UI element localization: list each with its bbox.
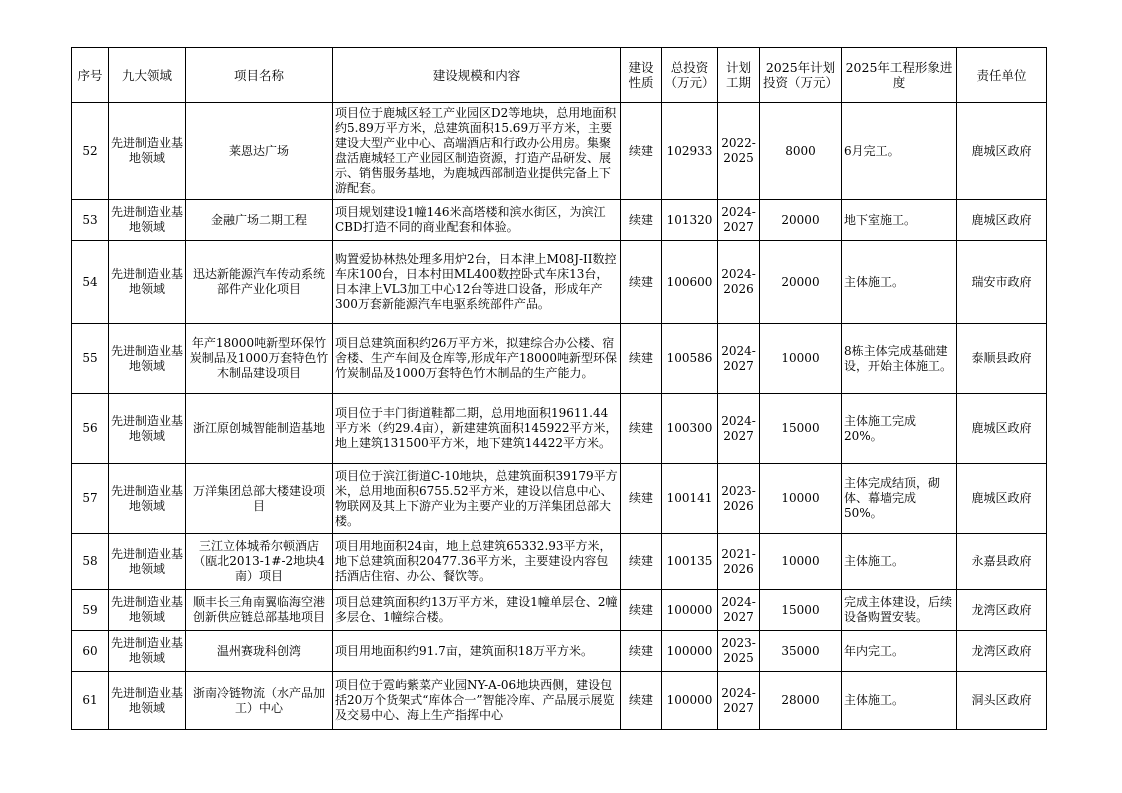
row-nature: 续建 — [621, 534, 662, 590]
row-name: 浙江原创城智能制造基地 — [186, 394, 333, 464]
row-unit: 龙湾区政府 — [957, 631, 1047, 672]
row-seq: 52 — [72, 103, 109, 200]
row-period: 2022-2025 — [718, 103, 760, 200]
row-plan: 15000 — [760, 590, 842, 631]
row-progress: 主体完成结顶，砌体、幕墙完成50%。 — [842, 464, 957, 534]
row-seq: 59 — [72, 590, 109, 631]
row-unit: 永嘉县政府 — [957, 534, 1047, 590]
row-name: 浙南冷链物流（水产品加工）中心 — [186, 672, 333, 730]
row-name: 三江立体城希尔顿酒店（瓯北2013-1#-2地块4南）项目 — [186, 534, 333, 590]
row-seq: 57 — [72, 464, 109, 534]
header-plan: 2025年计划投资（万元） — [760, 48, 842, 103]
row-seq: 56 — [72, 394, 109, 464]
row-name: 金融广场二期工程 — [186, 200, 333, 241]
row-invest: 102933 — [662, 103, 718, 200]
row-nature: 续建 — [621, 631, 662, 672]
row-plan: 10000 — [760, 324, 842, 394]
row-nature: 续建 — [621, 464, 662, 534]
row-content: 项目位于滨江街道C-10地块，总建筑面积39179平方米，总用地面积6755.52平方米，建设以信息中心、物联网及其上下游产业为主要产业的万洋集团总部大楼。 — [333, 464, 621, 534]
row-progress: 地下室施工。 — [842, 200, 957, 241]
row-progress: 8栋主体完成基础建设，开始主体施工。 — [842, 324, 957, 394]
row-content: 项目位于鹿城区轻工产业园区D2等地块，总用地面积约5.89万平方米，总建筑面积15.69万平方米，主要建设大型产业中心、高端酒店和行政办公用房。集聚盘活鹿城轻工产业园区制造资源，打造产品研发、展示、销售服务基地，为鹿城西部制造业提供完备上下游配套。 — [333, 103, 621, 200]
row-unit: 龙湾区政府 — [957, 590, 1047, 631]
table-row — [72, 464, 1047, 534]
row-content: 购置爱协林热处理多用炉2台，日本津上M08J-II数控车床100台，日本村田ML400数控卧式车床13台，日本津上VL3加工中心12台等进口设备，形成年产300万套新能源汽车电驱系统部件产品。 — [333, 241, 621, 324]
table-row — [72, 200, 1047, 241]
row-period: 2021-2026 — [718, 534, 760, 590]
row-period: 2023-2025 — [718, 631, 760, 672]
row-domain: 先进制造业基地领域 — [109, 631, 186, 672]
table-row — [72, 631, 1047, 672]
row-progress: 年内完工。 — [842, 631, 957, 672]
row-unit: 泰顺县政府 — [957, 324, 1047, 394]
row-content: 项目用地面积约91.7亩，建筑面积18万平方米。 — [333, 631, 621, 672]
row-unit: 鹿城区政府 — [957, 103, 1047, 200]
header-period: 计划工期 — [718, 48, 760, 103]
row-seq: 54 — [72, 241, 109, 324]
row-period: 2024-2027 — [718, 672, 760, 730]
row-nature: 续建 — [621, 200, 662, 241]
row-progress: 主体施工。 — [842, 672, 957, 730]
row-invest: 100300 — [662, 394, 718, 464]
row-name: 万洋集团总部大楼建设项目 — [186, 464, 333, 534]
row-unit: 鹿城区政府 — [957, 394, 1047, 464]
row-content: 项目总建筑面积约26万平方米，拟建综合办公楼、宿舍楼、生产车间及仓库等,形成年产18000吨新型环保竹炭制品及1000万套特色竹木制品的生产能力。 — [333, 324, 621, 394]
row-nature: 续建 — [621, 394, 662, 464]
header-content: 建设规模和内容 — [333, 48, 621, 103]
row-invest: 100000 — [662, 590, 718, 631]
header-seq: 序号 — [72, 48, 109, 103]
row-domain: 先进制造业基地领域 — [109, 464, 186, 534]
row-domain: 先进制造业基地领域 — [109, 241, 186, 324]
row-invest: 100586 — [662, 324, 718, 394]
row-period: 2024-2027 — [718, 324, 760, 394]
row-progress: 6月完工。 — [842, 103, 957, 200]
row-period: 2024-2027 — [718, 394, 760, 464]
row-progress: 主体施工。 — [842, 241, 957, 324]
row-plan: 20000 — [760, 200, 842, 241]
row-invest: 100141 — [662, 464, 718, 534]
header-progress: 2025年工程形象进度 — [842, 48, 957, 103]
row-nature: 续建 — [621, 324, 662, 394]
table-row — [72, 534, 1047, 590]
row-seq: 55 — [72, 324, 109, 394]
table-row — [72, 103, 1047, 200]
row-nature: 续建 — [621, 672, 662, 730]
row-content: 项目位于霓屿紫菜产业园NY-A-06地块西侧，建设包括20万个货架式“库体合一”智能冷库、产品展示展览及交易中心、海上生产指挥中心 — [333, 672, 621, 730]
row-nature: 续建 — [621, 590, 662, 631]
row-domain: 先进制造业基地领域 — [109, 590, 186, 631]
row-seq: 53 — [72, 200, 109, 241]
row-domain: 先进制造业基地领域 — [109, 534, 186, 590]
header-invest: 总投资（万元） — [662, 48, 718, 103]
row-invest: 101320 — [662, 200, 718, 241]
row-content: 项目规划建设1幢146米高塔楼和滨水街区，为滨江CBD打造不同的商业配套和体验。 — [333, 200, 621, 241]
row-period: 2024-2027 — [718, 590, 760, 631]
row-progress: 完成主体建设，后续设备购置安装。 — [842, 590, 957, 631]
header-domain: 九大领域 — [109, 48, 186, 103]
row-name: 莱恩达广场 — [186, 103, 333, 200]
header-unit: 责任单位 — [957, 48, 1047, 103]
row-period: 2023-2026 — [718, 464, 760, 534]
row-unit: 鹿城区政府 — [957, 464, 1047, 534]
row-unit: 洞头区政府 — [957, 672, 1047, 730]
row-nature: 续建 — [621, 103, 662, 200]
row-content: 项目用地面积24亩，地上总建筑65332.93平方米，地下总建筑面积20477.36平方米，主要建设内容包括酒店住宿、办公、餐饮等。 — [333, 534, 621, 590]
row-content: 项目总建筑面积约13万平方米，建设1幢单层仓、2幢多层仓、1幢综合楼。 — [333, 590, 621, 631]
row-plan: 8000 — [760, 103, 842, 200]
table-row — [72, 672, 1047, 730]
header-nature: 建设性质 — [621, 48, 662, 103]
table-row — [72, 394, 1047, 464]
row-seq: 60 — [72, 631, 109, 672]
row-invest: 100000 — [662, 631, 718, 672]
row-content: 项目位于丰门街道鞋都二期，总用地面积19611.44平方米（约29.4亩），新建建筑面积145922平方米，地上建筑131500平方米，地下建筑14422平方米。 — [333, 394, 621, 464]
row-plan: 10000 — [760, 464, 842, 534]
row-plan: 20000 — [760, 241, 842, 324]
row-seq: 61 — [72, 672, 109, 730]
row-plan: 35000 — [760, 631, 842, 672]
row-invest: 100600 — [662, 241, 718, 324]
row-domain: 先进制造业基地领域 — [109, 394, 186, 464]
table-row — [72, 590, 1047, 631]
row-seq: 58 — [72, 534, 109, 590]
row-progress: 主体施工。 — [842, 534, 957, 590]
row-plan: 28000 — [760, 672, 842, 730]
row-plan: 15000 — [760, 394, 842, 464]
row-progress: 主体施工完成20%。 — [842, 394, 957, 464]
table-row — [72, 241, 1047, 324]
header-row — [72, 48, 1047, 103]
header-name: 项目名称 — [186, 48, 333, 103]
row-name: 迅达新能源汽车传动系统部件产业化项目 — [186, 241, 333, 324]
table-row — [72, 324, 1047, 394]
row-domain: 先进制造业基地领域 — [109, 103, 186, 200]
row-domain: 先进制造业基地领域 — [109, 672, 186, 730]
row-name: 年产18000吨新型环保竹炭制品及1000万套特色竹木制品建设项目 — [186, 324, 333, 394]
row-unit: 瑞安市政府 — [957, 241, 1047, 324]
row-period: 2024-2026 — [718, 241, 760, 324]
row-plan: 10000 — [760, 534, 842, 590]
row-unit: 鹿城区政府 — [957, 200, 1047, 241]
row-name: 顺丰长三角南翼临海空港创新供应链总部基地项目 — [186, 590, 333, 631]
row-domain: 先进制造业基地领域 — [109, 324, 186, 394]
row-invest: 100135 — [662, 534, 718, 590]
project-table — [71, 47, 1047, 730]
row-nature: 续建 — [621, 241, 662, 324]
row-period: 2024-2027 — [718, 200, 760, 241]
row-domain: 先进制造业基地领域 — [109, 200, 186, 241]
row-name: 温州赛珑科创湾 — [186, 631, 333, 672]
row-invest: 100000 — [662, 672, 718, 730]
